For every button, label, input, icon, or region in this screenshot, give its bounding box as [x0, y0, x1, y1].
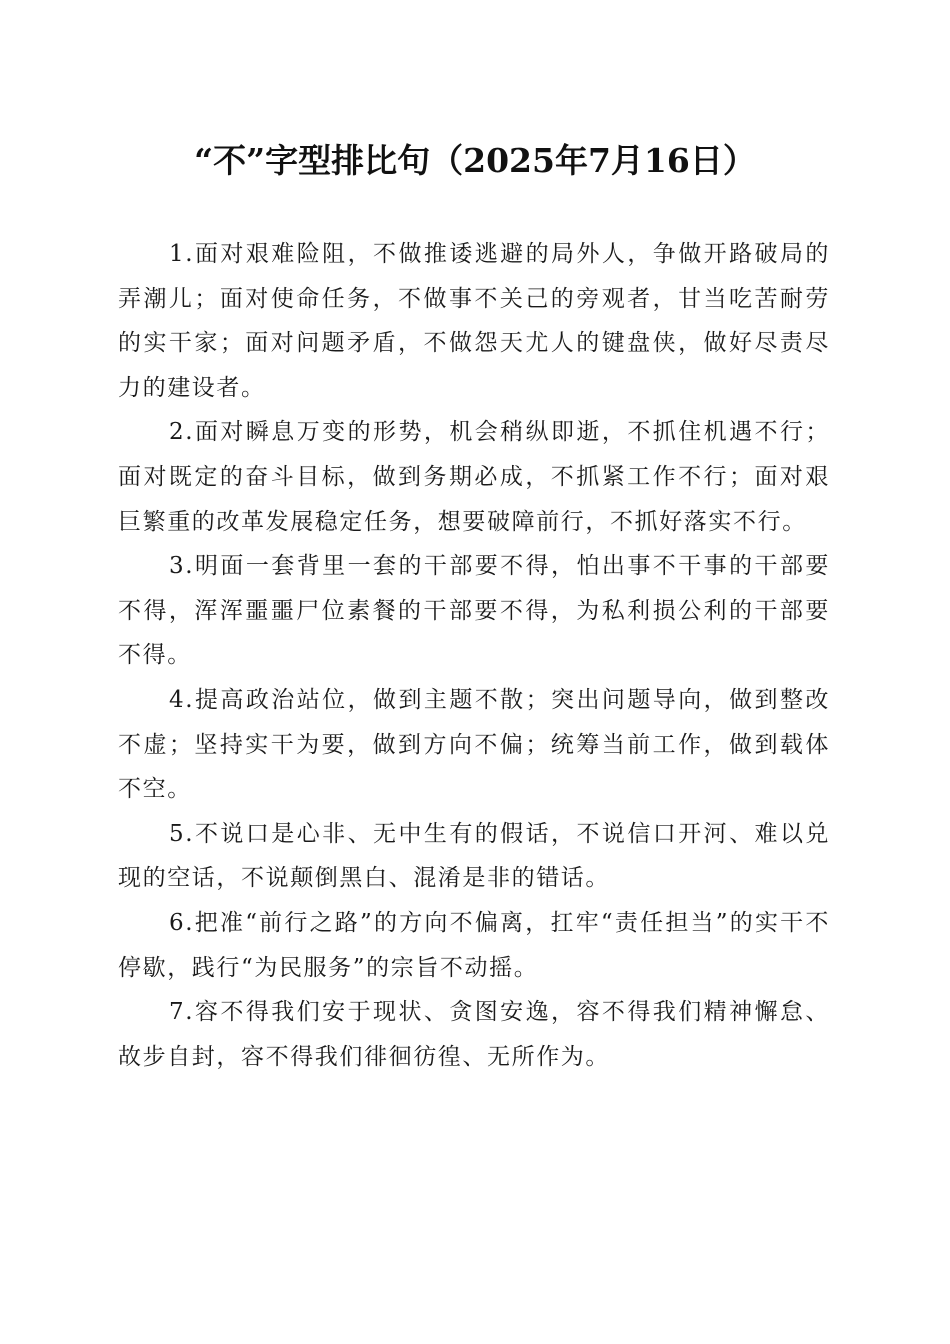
- document-title: “不”字型排比句（2025年7月16日）: [194, 141, 756, 180]
- paragraph-3: 3.明面一套背里一套的干部要不得，怕出事不干事的干部要不得，浑浑噩噩尸位素餐的干部要不得，为私利损公利的干部要不得。: [118, 553, 830, 669]
- paragraph-6: 6.把准“前行之路”的方向不偏离，扛牢“责任担当”的实干不停歇，践行“为民服务”的宗旨不动摇。: [118, 909, 830, 981]
- paragraph-4: 4.提高政治站位，做到主题不散；突出问题导向，做到整改不虚；坚持实干为要，做到方向不偏；统筹当前工作，做到载体不空。: [118, 686, 830, 803]
- paragraph-1: 1.面对艰难险阻，不做推诿逃避的局外人，争做开路破局的弄潮儿；面对使命任务，不做事不关己的旁观者，甘当吃苦耐劳的实干家；面对问题矛盾，不做怨天尤人的键盘侠，做好尽责尽力的建设者。: [118, 241, 830, 401]
- document-body: [118, 232, 830, 1079]
- paragraph-2: 2.面对瞬息万变的形势，机会稍纵即逝，不抓住机遇不行；面对既定的奋斗目标，做到务期必成，不抓紧工作不行；面对艰巨繁重的改革发展稳定任务，想要破障前行，不抓好落实不行。: [118, 419, 830, 535]
- paragraph-7: 7.容不得我们安于现状、贪图安逸，容不得我们精神懈怠、故步自封，容不得我们徘徊彷徨、无所作为。: [118, 999, 830, 1070]
- paragraph-5: 5.不说口是心非、无中生有的假话，不说信口开河、难以兑现的空话，不说颠倒黑白、混淆是非的错话。: [118, 820, 830, 892]
